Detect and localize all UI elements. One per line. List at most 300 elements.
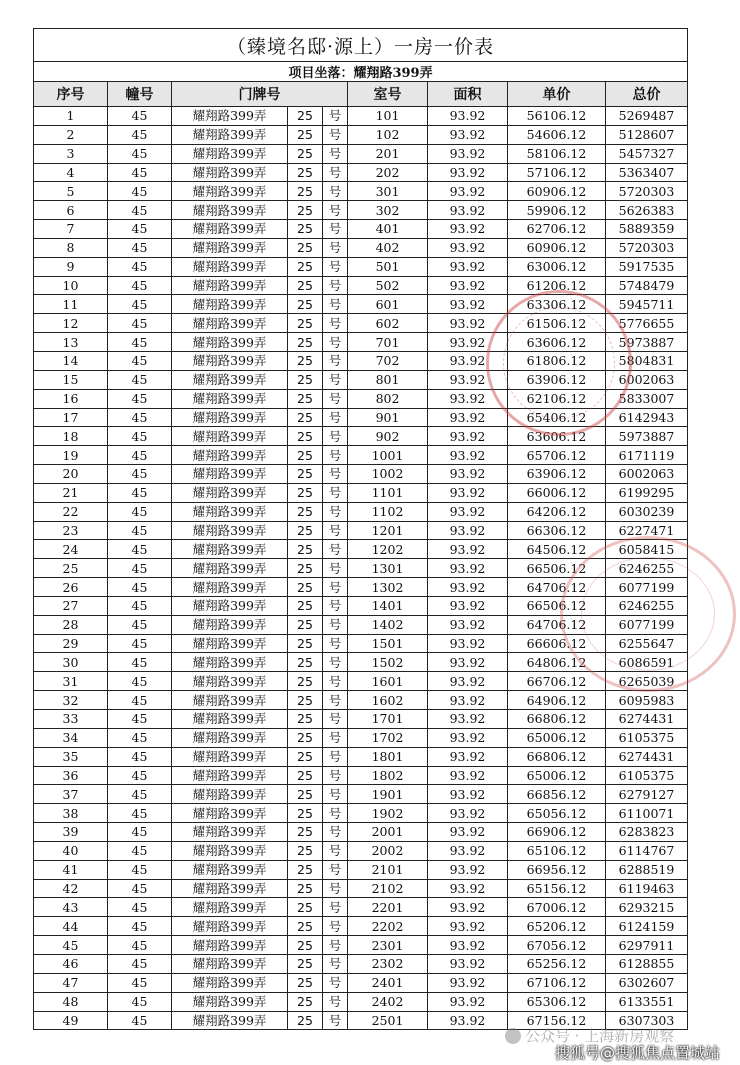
cell-door-number: 25 <box>288 521 323 540</box>
cell-room: 1701 <box>348 710 428 729</box>
cell-seq: 12 <box>34 314 108 333</box>
cell-road: 耀翔路399弄 <box>172 973 288 992</box>
cell-seq: 28 <box>34 615 108 634</box>
cell-door-number: 25 <box>288 465 323 484</box>
cell-room: 302 <box>348 201 428 220</box>
cell-road: 耀翔路399弄 <box>172 465 288 484</box>
cell-building: 45 <box>108 163 172 182</box>
cell-area: 93.92 <box>428 427 508 446</box>
cell-total-price: 6302607 <box>606 973 688 992</box>
table-row <box>34 427 688 446</box>
cell-total-price: 5889359 <box>606 220 688 239</box>
cell-room: 1401 <box>348 596 428 615</box>
cell-seq: 17 <box>34 408 108 427</box>
cell-road: 耀翔路399弄 <box>172 559 288 578</box>
table-row <box>34 879 688 898</box>
cell-road: 耀翔路399弄 <box>172 992 288 1011</box>
cell-total-price: 6307303 <box>606 1011 688 1030</box>
cell-road: 耀翔路399弄 <box>172 144 288 163</box>
watermark-sohu: 搜狐号@搜狐焦点置城站 <box>555 1044 721 1062</box>
cell-unit-price: 64806.12 <box>508 653 606 672</box>
cell-door-number: 25 <box>288 879 323 898</box>
cell-building: 45 <box>108 540 172 559</box>
cell-unit-price: 63906.12 <box>508 465 606 484</box>
cell-road: 耀翔路399弄 <box>172 653 288 672</box>
table-row <box>34 973 688 992</box>
cell-unit-price: 66506.12 <box>508 596 606 615</box>
cell-door-number: 25 <box>288 333 323 352</box>
cell-road: 耀翔路399弄 <box>172 936 288 955</box>
cell-door-number: 25 <box>288 201 323 220</box>
cell-area: 93.92 <box>428 615 508 634</box>
cell-area: 93.92 <box>428 257 508 276</box>
cell-road: 耀翔路399弄 <box>172 1011 288 1030</box>
cell-road: 耀翔路399弄 <box>172 125 288 144</box>
table-row <box>34 295 688 314</box>
table-row <box>34 125 688 144</box>
cell-hao: 号 <box>323 747 348 766</box>
cell-room: 1001 <box>348 446 428 465</box>
cell-total-price: 6002063 <box>606 370 688 389</box>
cell-room: 402 <box>348 238 428 257</box>
cell-seq: 13 <box>34 333 108 352</box>
table-row <box>34 898 688 917</box>
table-row <box>34 615 688 634</box>
project-location: 项目坐落：耀翔路399弄 <box>34 62 688 82</box>
cell-unit-price: 64206.12 <box>508 502 606 521</box>
cell-room: 1902 <box>348 804 428 823</box>
cell-road: 耀翔路399弄 <box>172 615 288 634</box>
cell-area: 93.92 <box>428 125 508 144</box>
cell-room: 602 <box>348 314 428 333</box>
cell-room: 1601 <box>348 672 428 691</box>
cell-door-number: 25 <box>288 596 323 615</box>
cell-building: 45 <box>108 295 172 314</box>
cell-seq: 29 <box>34 634 108 653</box>
cell-total-price: 5457327 <box>606 144 688 163</box>
cell-seq: 37 <box>34 785 108 804</box>
cell-area: 93.92 <box>428 879 508 898</box>
cell-hao: 号 <box>323 710 348 729</box>
cell-seq: 14 <box>34 351 108 370</box>
table-row <box>34 276 688 295</box>
cell-area: 93.92 <box>428 370 508 389</box>
cell-area: 93.92 <box>428 766 508 785</box>
cell-door-number: 25 <box>288 427 323 446</box>
cell-room: 701 <box>348 333 428 352</box>
cell-unit-price: 54606.12 <box>508 125 606 144</box>
cell-building: 45 <box>108 333 172 352</box>
cell-area: 93.92 <box>428 785 508 804</box>
cell-hao: 号 <box>323 107 348 126</box>
cell-building: 45 <box>108 314 172 333</box>
table-row <box>34 672 688 691</box>
cell-hao: 号 <box>323 182 348 201</box>
cell-total-price: 5748479 <box>606 276 688 295</box>
cell-area: 93.92 <box>428 465 508 484</box>
cell-road: 耀翔路399弄 <box>172 710 288 729</box>
cell-area: 93.92 <box>428 823 508 842</box>
table-row <box>34 728 688 747</box>
cell-unit-price: 64506.12 <box>508 540 606 559</box>
cell-area: 93.92 <box>428 747 508 766</box>
cell-area: 93.92 <box>428 917 508 936</box>
header-building: 幢号 <box>108 82 172 107</box>
cell-room: 301 <box>348 182 428 201</box>
table-row <box>34 238 688 257</box>
table-row <box>34 370 688 389</box>
cell-total-price: 6086591 <box>606 653 688 672</box>
cell-building: 45 <box>108 446 172 465</box>
cell-unit-price: 65706.12 <box>508 446 606 465</box>
header-unit-price: 单价 <box>508 82 606 107</box>
cell-seq: 11 <box>34 295 108 314</box>
cell-unit-price: 61206.12 <box>508 276 606 295</box>
cell-door-number: 25 <box>288 860 323 879</box>
cell-building: 45 <box>108 653 172 672</box>
cell-room: 2001 <box>348 823 428 842</box>
cell-door-number: 25 <box>288 446 323 465</box>
cell-area: 93.92 <box>428 992 508 1011</box>
cell-total-price: 5720303 <box>606 238 688 257</box>
cell-area: 93.92 <box>428 540 508 559</box>
cell-door-number: 25 <box>288 992 323 1011</box>
table-row <box>34 333 688 352</box>
table-row <box>34 710 688 729</box>
cell-hao: 号 <box>323 879 348 898</box>
cell-room: 901 <box>348 408 428 427</box>
table-row <box>34 201 688 220</box>
cell-unit-price: 61506.12 <box>508 314 606 333</box>
cell-room: 1502 <box>348 653 428 672</box>
cell-building: 45 <box>108 954 172 973</box>
cell-total-price: 6002063 <box>606 465 688 484</box>
cell-total-price: 6030239 <box>606 502 688 521</box>
cell-seq: 48 <box>34 992 108 1011</box>
cell-building: 45 <box>108 257 172 276</box>
cell-unit-price: 65306.12 <box>508 992 606 1011</box>
cell-seq: 40 <box>34 841 108 860</box>
cell-area: 93.92 <box>428 804 508 823</box>
cell-building: 45 <box>108 370 172 389</box>
cell-road: 耀翔路399弄 <box>172 804 288 823</box>
cell-room: 1102 <box>348 502 428 521</box>
cell-door-number: 25 <box>288 559 323 578</box>
cell-room: 1002 <box>348 465 428 484</box>
cell-building: 45 <box>108 596 172 615</box>
cell-hao: 号 <box>323 314 348 333</box>
cell-door-number: 25 <box>288 295 323 314</box>
cell-building: 45 <box>108 841 172 860</box>
cell-total-price: 6105375 <box>606 728 688 747</box>
cell-total-price: 6171119 <box>606 446 688 465</box>
cell-room: 1801 <box>348 747 428 766</box>
cell-door-number: 25 <box>288 728 323 747</box>
watermark-top-text: 公众号 · 上海新房观察 <box>525 1027 675 1045</box>
cell-area: 93.92 <box>428 182 508 201</box>
cell-road: 耀翔路399弄 <box>172 295 288 314</box>
table-row <box>34 841 688 860</box>
table-row <box>34 389 688 408</box>
table-row <box>34 634 688 653</box>
cell-seq: 46 <box>34 954 108 973</box>
cell-room: 2002 <box>348 841 428 860</box>
cell-building: 45 <box>108 898 172 917</box>
cell-room: 2401 <box>348 973 428 992</box>
cell-total-price: 6133551 <box>606 992 688 1011</box>
cell-seq: 38 <box>34 804 108 823</box>
cell-unit-price: 66856.12 <box>508 785 606 804</box>
table-row <box>34 220 688 239</box>
table-row <box>34 446 688 465</box>
cell-road: 耀翔路399弄 <box>172 691 288 710</box>
cell-road: 耀翔路399弄 <box>172 521 288 540</box>
cell-road: 耀翔路399弄 <box>172 483 288 502</box>
cell-unit-price: 59906.12 <box>508 201 606 220</box>
cell-hao: 号 <box>323 992 348 1011</box>
header-area: 面积 <box>428 82 508 107</box>
cell-building: 45 <box>108 389 172 408</box>
price-table <box>33 28 688 1030</box>
cell-door-number: 25 <box>288 841 323 860</box>
cell-seq: 9 <box>34 257 108 276</box>
cell-area: 93.92 <box>428 314 508 333</box>
cell-total-price: 5720303 <box>606 182 688 201</box>
table-row <box>34 521 688 540</box>
cell-area: 93.92 <box>428 144 508 163</box>
cell-hao: 号 <box>323 936 348 955</box>
cell-total-price: 6199295 <box>606 483 688 502</box>
cell-seq: 23 <box>34 521 108 540</box>
cell-room: 2501 <box>348 1011 428 1030</box>
cell-road: 耀翔路399弄 <box>172 898 288 917</box>
cell-unit-price: 61806.12 <box>508 351 606 370</box>
cell-unit-price: 64706.12 <box>508 578 606 597</box>
cell-unit-price: 66506.12 <box>508 559 606 578</box>
cell-unit-price: 66606.12 <box>508 634 606 653</box>
cell-total-price: 6110071 <box>606 804 688 823</box>
header-seq: 序号 <box>34 82 108 107</box>
cell-door-number: 25 <box>288 653 323 672</box>
table-row <box>34 766 688 785</box>
cell-seq: 33 <box>34 710 108 729</box>
cell-total-price: 5945711 <box>606 295 688 314</box>
cell-total-price: 6246255 <box>606 559 688 578</box>
cell-road: 耀翔路399弄 <box>172 823 288 842</box>
cell-room: 1201 <box>348 521 428 540</box>
cell-road: 耀翔路399弄 <box>172 502 288 521</box>
table-row <box>34 314 688 333</box>
cell-unit-price: 65256.12 <box>508 954 606 973</box>
cell-seq: 15 <box>34 370 108 389</box>
cell-seq: 36 <box>34 766 108 785</box>
cell-seq: 16 <box>34 389 108 408</box>
table-body <box>34 107 688 1030</box>
cell-room: 2201 <box>348 898 428 917</box>
cell-road: 耀翔路399弄 <box>172 276 288 295</box>
cell-total-price: 6265039 <box>606 672 688 691</box>
cell-total-price: 5776655 <box>606 314 688 333</box>
cell-hao: 号 <box>323 201 348 220</box>
cell-road: 耀翔路399弄 <box>172 672 288 691</box>
cell-area: 93.92 <box>428 408 508 427</box>
cell-building: 45 <box>108 502 172 521</box>
table-row <box>34 257 688 276</box>
cell-area: 93.92 <box>428 163 508 182</box>
cell-unit-price: 62106.12 <box>508 389 606 408</box>
cell-hao: 号 <box>323 144 348 163</box>
cell-area: 93.92 <box>428 973 508 992</box>
cell-total-price: 5626383 <box>606 201 688 220</box>
cell-area: 93.92 <box>428 710 508 729</box>
cell-room: 1101 <box>348 483 428 502</box>
cell-road: 耀翔路399弄 <box>172 427 288 446</box>
cell-road: 耀翔路399弄 <box>172 446 288 465</box>
cell-road: 耀翔路399弄 <box>172 238 288 257</box>
cell-hao: 号 <box>323 596 348 615</box>
cell-road: 耀翔路399弄 <box>172 954 288 973</box>
cell-hao: 号 <box>323 502 348 521</box>
cell-hao: 号 <box>323 672 348 691</box>
cell-building: 45 <box>108 578 172 597</box>
cell-room: 401 <box>348 220 428 239</box>
cell-total-price: 6114767 <box>606 841 688 860</box>
cell-road: 耀翔路399弄 <box>172 370 288 389</box>
cell-room: 1402 <box>348 615 428 634</box>
cell-hao: 号 <box>323 351 348 370</box>
cell-building: 45 <box>108 672 172 691</box>
cell-seq: 4 <box>34 163 108 182</box>
cell-unit-price: 66706.12 <box>508 672 606 691</box>
cell-seq: 30 <box>34 653 108 672</box>
cell-unit-price: 62706.12 <box>508 220 606 239</box>
cell-area: 93.92 <box>428 860 508 879</box>
cell-area: 93.92 <box>428 389 508 408</box>
cell-total-price: 6077199 <box>606 578 688 597</box>
cell-seq: 5 <box>34 182 108 201</box>
table-row <box>34 144 688 163</box>
cell-room: 702 <box>348 351 428 370</box>
cell-hao: 号 <box>323 559 348 578</box>
cell-room: 101 <box>348 107 428 126</box>
cell-road: 耀翔路399弄 <box>172 785 288 804</box>
cell-building: 45 <box>108 785 172 804</box>
cell-room: 801 <box>348 370 428 389</box>
cell-unit-price: 65006.12 <box>508 728 606 747</box>
cell-seq: 32 <box>34 691 108 710</box>
table-row <box>34 540 688 559</box>
cell-seq: 35 <box>34 747 108 766</box>
table-row <box>34 917 688 936</box>
cell-unit-price: 66956.12 <box>508 860 606 879</box>
cell-door-number: 25 <box>288 973 323 992</box>
cell-building: 45 <box>108 144 172 163</box>
cell-building: 45 <box>108 559 172 578</box>
cell-unit-price: 63306.12 <box>508 295 606 314</box>
cell-building: 45 <box>108 238 172 257</box>
cell-seq: 19 <box>34 446 108 465</box>
cell-door-number: 25 <box>288 389 323 408</box>
cell-hao: 号 <box>323 295 348 314</box>
price-list-sheet <box>33 28 687 1030</box>
cell-building: 45 <box>108 483 172 502</box>
cell-road: 耀翔路399弄 <box>172 578 288 597</box>
cell-door-number: 25 <box>288 766 323 785</box>
cell-building: 45 <box>108 823 172 842</box>
cell-area: 93.92 <box>428 521 508 540</box>
cell-area: 93.92 <box>428 483 508 502</box>
cell-road: 耀翔路399弄 <box>172 107 288 126</box>
cell-building: 45 <box>108 879 172 898</box>
cell-seq: 49 <box>34 1011 108 1030</box>
cell-hao: 号 <box>323 973 348 992</box>
cell-hao: 号 <box>323 954 348 973</box>
cell-area: 93.92 <box>428 351 508 370</box>
cell-room: 1802 <box>348 766 428 785</box>
cell-area: 93.92 <box>428 446 508 465</box>
cell-unit-price: 64706.12 <box>508 615 606 634</box>
cell-area: 93.92 <box>428 578 508 597</box>
cell-unit-price: 67156.12 <box>508 1011 606 1030</box>
cell-hao: 号 <box>323 578 348 597</box>
cell-unit-price: 58106.12 <box>508 144 606 163</box>
cell-room: 2302 <box>348 954 428 973</box>
cell-building: 45 <box>108 1011 172 1030</box>
cell-road: 耀翔路399弄 <box>172 333 288 352</box>
cell-door-number: 25 <box>288 314 323 333</box>
cell-unit-price: 67006.12 <box>508 898 606 917</box>
table-row <box>34 578 688 597</box>
cell-seq: 6 <box>34 201 108 220</box>
cell-door-number: 25 <box>288 954 323 973</box>
cell-room: 1501 <box>348 634 428 653</box>
cell-room: 2102 <box>348 879 428 898</box>
table-row <box>34 804 688 823</box>
cell-area: 93.92 <box>428 1011 508 1030</box>
cell-total-price: 6142943 <box>606 408 688 427</box>
cell-total-price: 5128607 <box>606 125 688 144</box>
cell-hao: 号 <box>323 220 348 239</box>
table-row <box>34 823 688 842</box>
cell-seq: 39 <box>34 823 108 842</box>
cell-door-number: 25 <box>288 483 323 502</box>
cell-hao: 号 <box>323 540 348 559</box>
cell-room: 2202 <box>348 917 428 936</box>
cell-room: 501 <box>348 257 428 276</box>
cell-hao: 号 <box>323 785 348 804</box>
cell-door-number: 25 <box>288 257 323 276</box>
cell-unit-price: 63006.12 <box>508 257 606 276</box>
cell-building: 45 <box>108 408 172 427</box>
cell-seq: 31 <box>34 672 108 691</box>
cell-building: 45 <box>108 917 172 936</box>
cell-room: 102 <box>348 125 428 144</box>
cell-road: 耀翔路399弄 <box>172 728 288 747</box>
cell-seq: 43 <box>34 898 108 917</box>
cell-door-number: 25 <box>288 615 323 634</box>
cell-total-price: 6128855 <box>606 954 688 973</box>
cell-building: 45 <box>108 936 172 955</box>
cell-door-number: 25 <box>288 540 323 559</box>
table-row <box>34 163 688 182</box>
cell-total-price: 6255647 <box>606 634 688 653</box>
cell-building: 45 <box>108 182 172 201</box>
cell-door-number: 25 <box>288 220 323 239</box>
cell-hao: 号 <box>323 823 348 842</box>
cell-seq: 24 <box>34 540 108 559</box>
cell-room: 802 <box>348 389 428 408</box>
cell-unit-price: 64906.12 <box>508 691 606 710</box>
